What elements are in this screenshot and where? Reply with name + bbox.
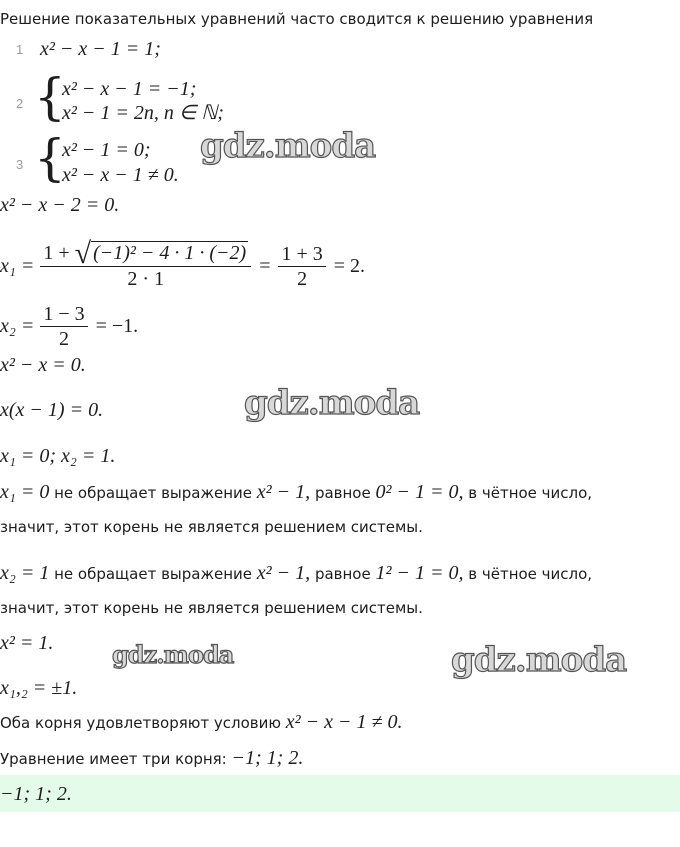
case-1-equation: x² − x − 1 = 1; [40, 38, 161, 60]
check-1-expression: x² − 1, [256, 481, 311, 503]
system-brace-2: { [34, 68, 66, 126]
x1-result: = 2. [333, 255, 366, 277]
three-roots-values: −1; 1; 2. [231, 747, 304, 769]
case-2-equation-1: x² − x − 1 = −1; [62, 78, 197, 100]
check-1-text-1: не обращает выражение [49, 484, 257, 502]
check-2-expression: x² − 1, [256, 562, 311, 584]
case-number-2: 2 [16, 96, 24, 111]
x1-label: x₁ = [0, 255, 35, 277]
check-2-text-3: в чётное число, [463, 565, 593, 583]
x1-denominator: 2 · 1 [127, 268, 165, 290]
check-2-text-2: равное [310, 565, 376, 583]
system-brace-3: { [34, 129, 66, 187]
three-roots-line [0, 746, 303, 771]
check-1-text-3: в чётное число, [463, 484, 593, 502]
watermark-logo: gdz.moda [112, 640, 234, 669]
x1-fraction-2 [278, 242, 325, 291]
x2-formula [0, 302, 138, 350]
roots-line-2: x₁,₂ = ±1. [0, 677, 78, 699]
case-3-equation-1: x² − 1 = 0; [62, 139, 151, 161]
conclusion-2: значит, этот корень не является решением системы. [0, 599, 423, 617]
x1-numerator-prefix: 1 + [43, 242, 70, 264]
case-number-1: 1 [16, 42, 24, 57]
x1-formula [0, 236, 365, 296]
check-root-2 [0, 561, 592, 586]
answer-box [0, 775, 680, 812]
watermark-logo: gdz.moda [244, 383, 420, 423]
answer-value: −1; 1; 2. [0, 783, 72, 805]
case-number-3: 3 [16, 157, 24, 172]
x2-label: x₂ = [0, 315, 35, 337]
x1-equals: = [259, 255, 271, 277]
three-roots-text: Уравнение имеет три корня: [0, 750, 232, 768]
x1-sqrt-body: (−1)² − 4 · 1 · (−2) [93, 242, 247, 264]
intro-text: Решение показательных уравнений часто сводится к решению уравнения [0, 10, 594, 28]
equation-reduced: x² − x − 2 = 0. [0, 194, 120, 216]
answer-text [0, 782, 72, 806]
roots-line: x₁ = 0; x₂ = 1. [0, 445, 116, 467]
both-roots-condition: x² − x − 1 ≠ 0. [285, 711, 403, 733]
both-roots-line [0, 710, 402, 735]
check-1-text-2: равное [310, 484, 376, 502]
sqrt-sign-icon: √ [74, 237, 92, 270]
conclusion-1: значит, этот корень не является решением системы. [0, 518, 423, 536]
check-2-root: x₂ = 1 [0, 562, 50, 584]
case-2-equation-2: x² − 1 = 2n, n ∈ ℕ; [62, 102, 224, 124]
x1-denominator-2: 2 [297, 267, 308, 290]
x2-result: = −1. [95, 315, 139, 337]
check-1-root: x₁ = 0 [0, 481, 50, 503]
check-2-text-1: не обращает выражение [49, 565, 257, 583]
x2-denominator: 2 [58, 327, 69, 350]
x2-numerator: 1 − 3 [43, 302, 85, 325]
check-2-value: 1² − 1 = 0, [375, 562, 464, 584]
x1-numerator [40, 237, 251, 270]
case-3-equation-2: x² − x − 1 ≠ 0. [62, 164, 179, 186]
watermark-logo: gdz.moda [200, 126, 376, 166]
check-1-value: 0² − 1 = 0, [375, 481, 464, 503]
watermark-logo: gdz.moda [451, 640, 627, 680]
equation-2: x² − x = 0. [0, 354, 86, 376]
x1-fraction [40, 237, 251, 291]
check-root-1 [0, 480, 592, 505]
equation-3: x(x − 1) = 0. [0, 399, 104, 421]
x2-fraction [40, 302, 87, 351]
both-roots-text: Оба корня удовлетворяют условию [0, 714, 286, 732]
x1-numerator-2: 1 + 3 [281, 242, 323, 265]
equation-4: x² = 1. [0, 632, 54, 654]
